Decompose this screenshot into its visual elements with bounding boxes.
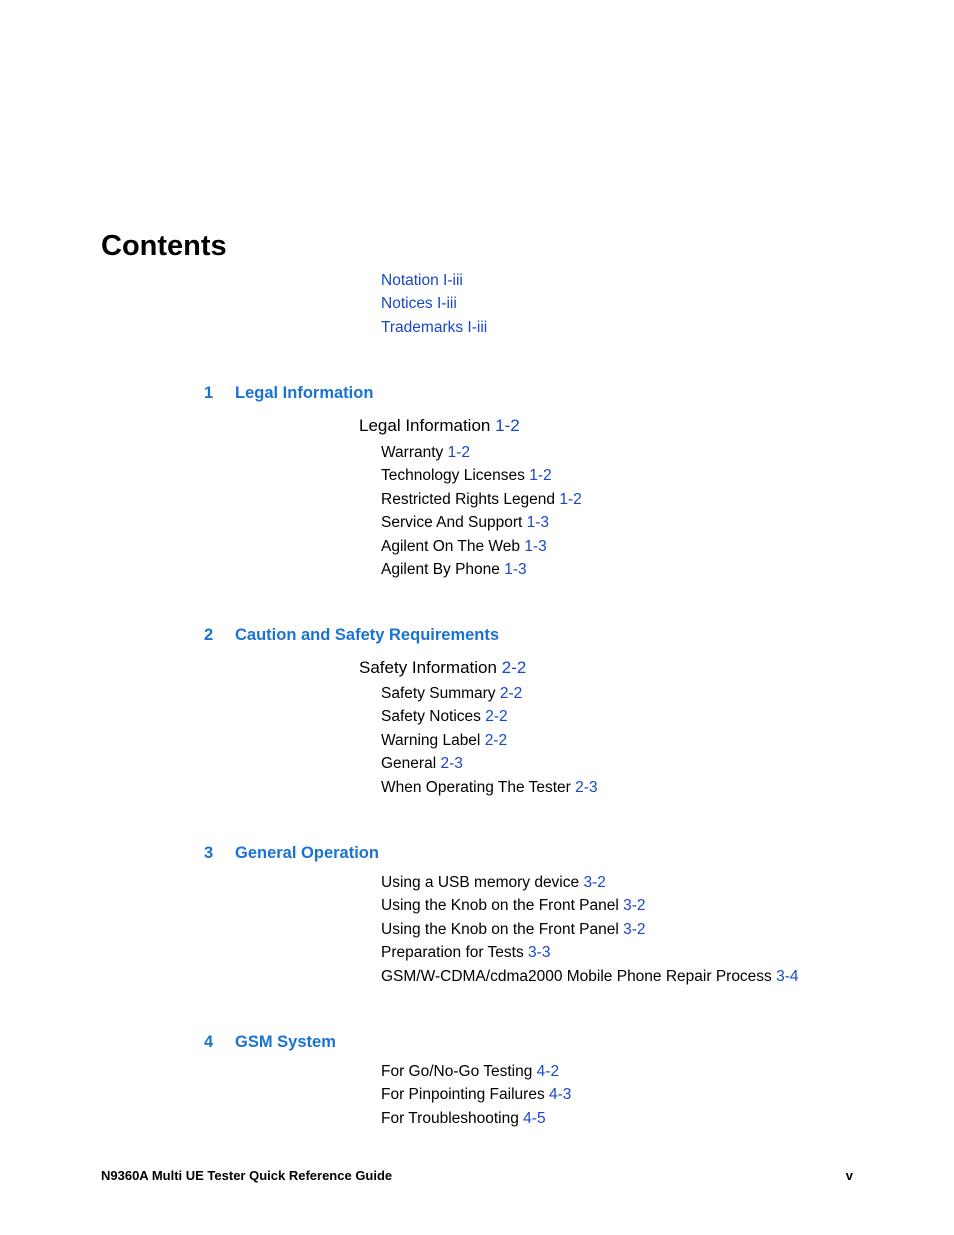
toc-entry[interactable]: For Go/No-Go Testing 4-2 [381, 1063, 560, 1080]
toc-entry[interactable]: Restricted Rights Legend 1-2 [381, 490, 582, 508]
toc-link-trademarks[interactable]: Trademarks I-iii [381, 318, 488, 336]
toc-entry[interactable]: Using a USB memory device 3-2 [381, 874, 606, 891]
toc-entry[interactable]: GSM/W-CDMA/cdma2000 Mobile Phone Repair Process 3-4 [381, 967, 799, 985]
page-title: Contents [101, 230, 227, 262]
chapter-3-entries [381, 871, 799, 988]
toc-entry[interactable]: Service And Support 1-3 [381, 514, 550, 532]
front-matter-list [381, 269, 487, 339]
toc-link-notation[interactable]: Notation I-iii [381, 272, 463, 289]
toc-entry[interactable]: Warning Label 2-2 [381, 731, 508, 749]
toc-entry[interactable]: Technology Licenses 1-2 [381, 467, 552, 485]
chapter-2-section[interactable]: Safety Information 2-2 [359, 658, 527, 677]
toc-entry[interactable]: Safety Summary 2-2 [381, 685, 523, 702]
footer-page-number: v [845, 1168, 853, 1183]
toc-entry[interactable]: For Troubleshooting 4-5 [381, 1109, 546, 1127]
chapter-2-heading[interactable]: 2 Caution and Safety Requirements [204, 626, 500, 644]
toc-entry[interactable]: Using the Knob on the Front Panel 3-2 [381, 920, 646, 938]
toc-entry[interactable]: Preparation for Tests 3-3 [381, 944, 551, 962]
chapter-1-heading[interactable]: 1 Legal Information [204, 384, 374, 402]
chapter-1-entries [381, 441, 582, 581]
chapter-4-entries [381, 1060, 571, 1130]
chapter-2-entries [381, 682, 598, 799]
chapter-4-heading[interactable]: 4 GSM System [204, 1033, 336, 1051]
toc-entry[interactable]: Safety Notices 2-2 [381, 708, 508, 726]
toc-entry[interactable]: Warranty 1-2 [381, 444, 471, 461]
toc-entry[interactable]: General 2-3 [381, 755, 463, 773]
toc-entry[interactable]: For Pinpointing Failures 4-3 [381, 1086, 572, 1104]
toc-entry[interactable]: When Operating The Tester 2-3 [381, 778, 598, 796]
chapter-3-heading[interactable]: 3 General Operation [204, 844, 379, 862]
chapter-1-section[interactable]: Legal Information 1-2 [359, 416, 520, 435]
toc-entry[interactable]: Agilent On The Web 1-3 [381, 537, 547, 555]
toc-entry[interactable]: Agilent By Phone 1-3 [381, 560, 527, 578]
toc-entry[interactable]: Using the Knob on the Front Panel 3-2 [381, 897, 646, 915]
footer-document-title: N9360A Multi UE Tester Quick Reference Guide [101, 1168, 393, 1183]
page-footer [101, 1167, 853, 1185]
toc-link-notices[interactable]: Notices I-iii [381, 295, 457, 313]
